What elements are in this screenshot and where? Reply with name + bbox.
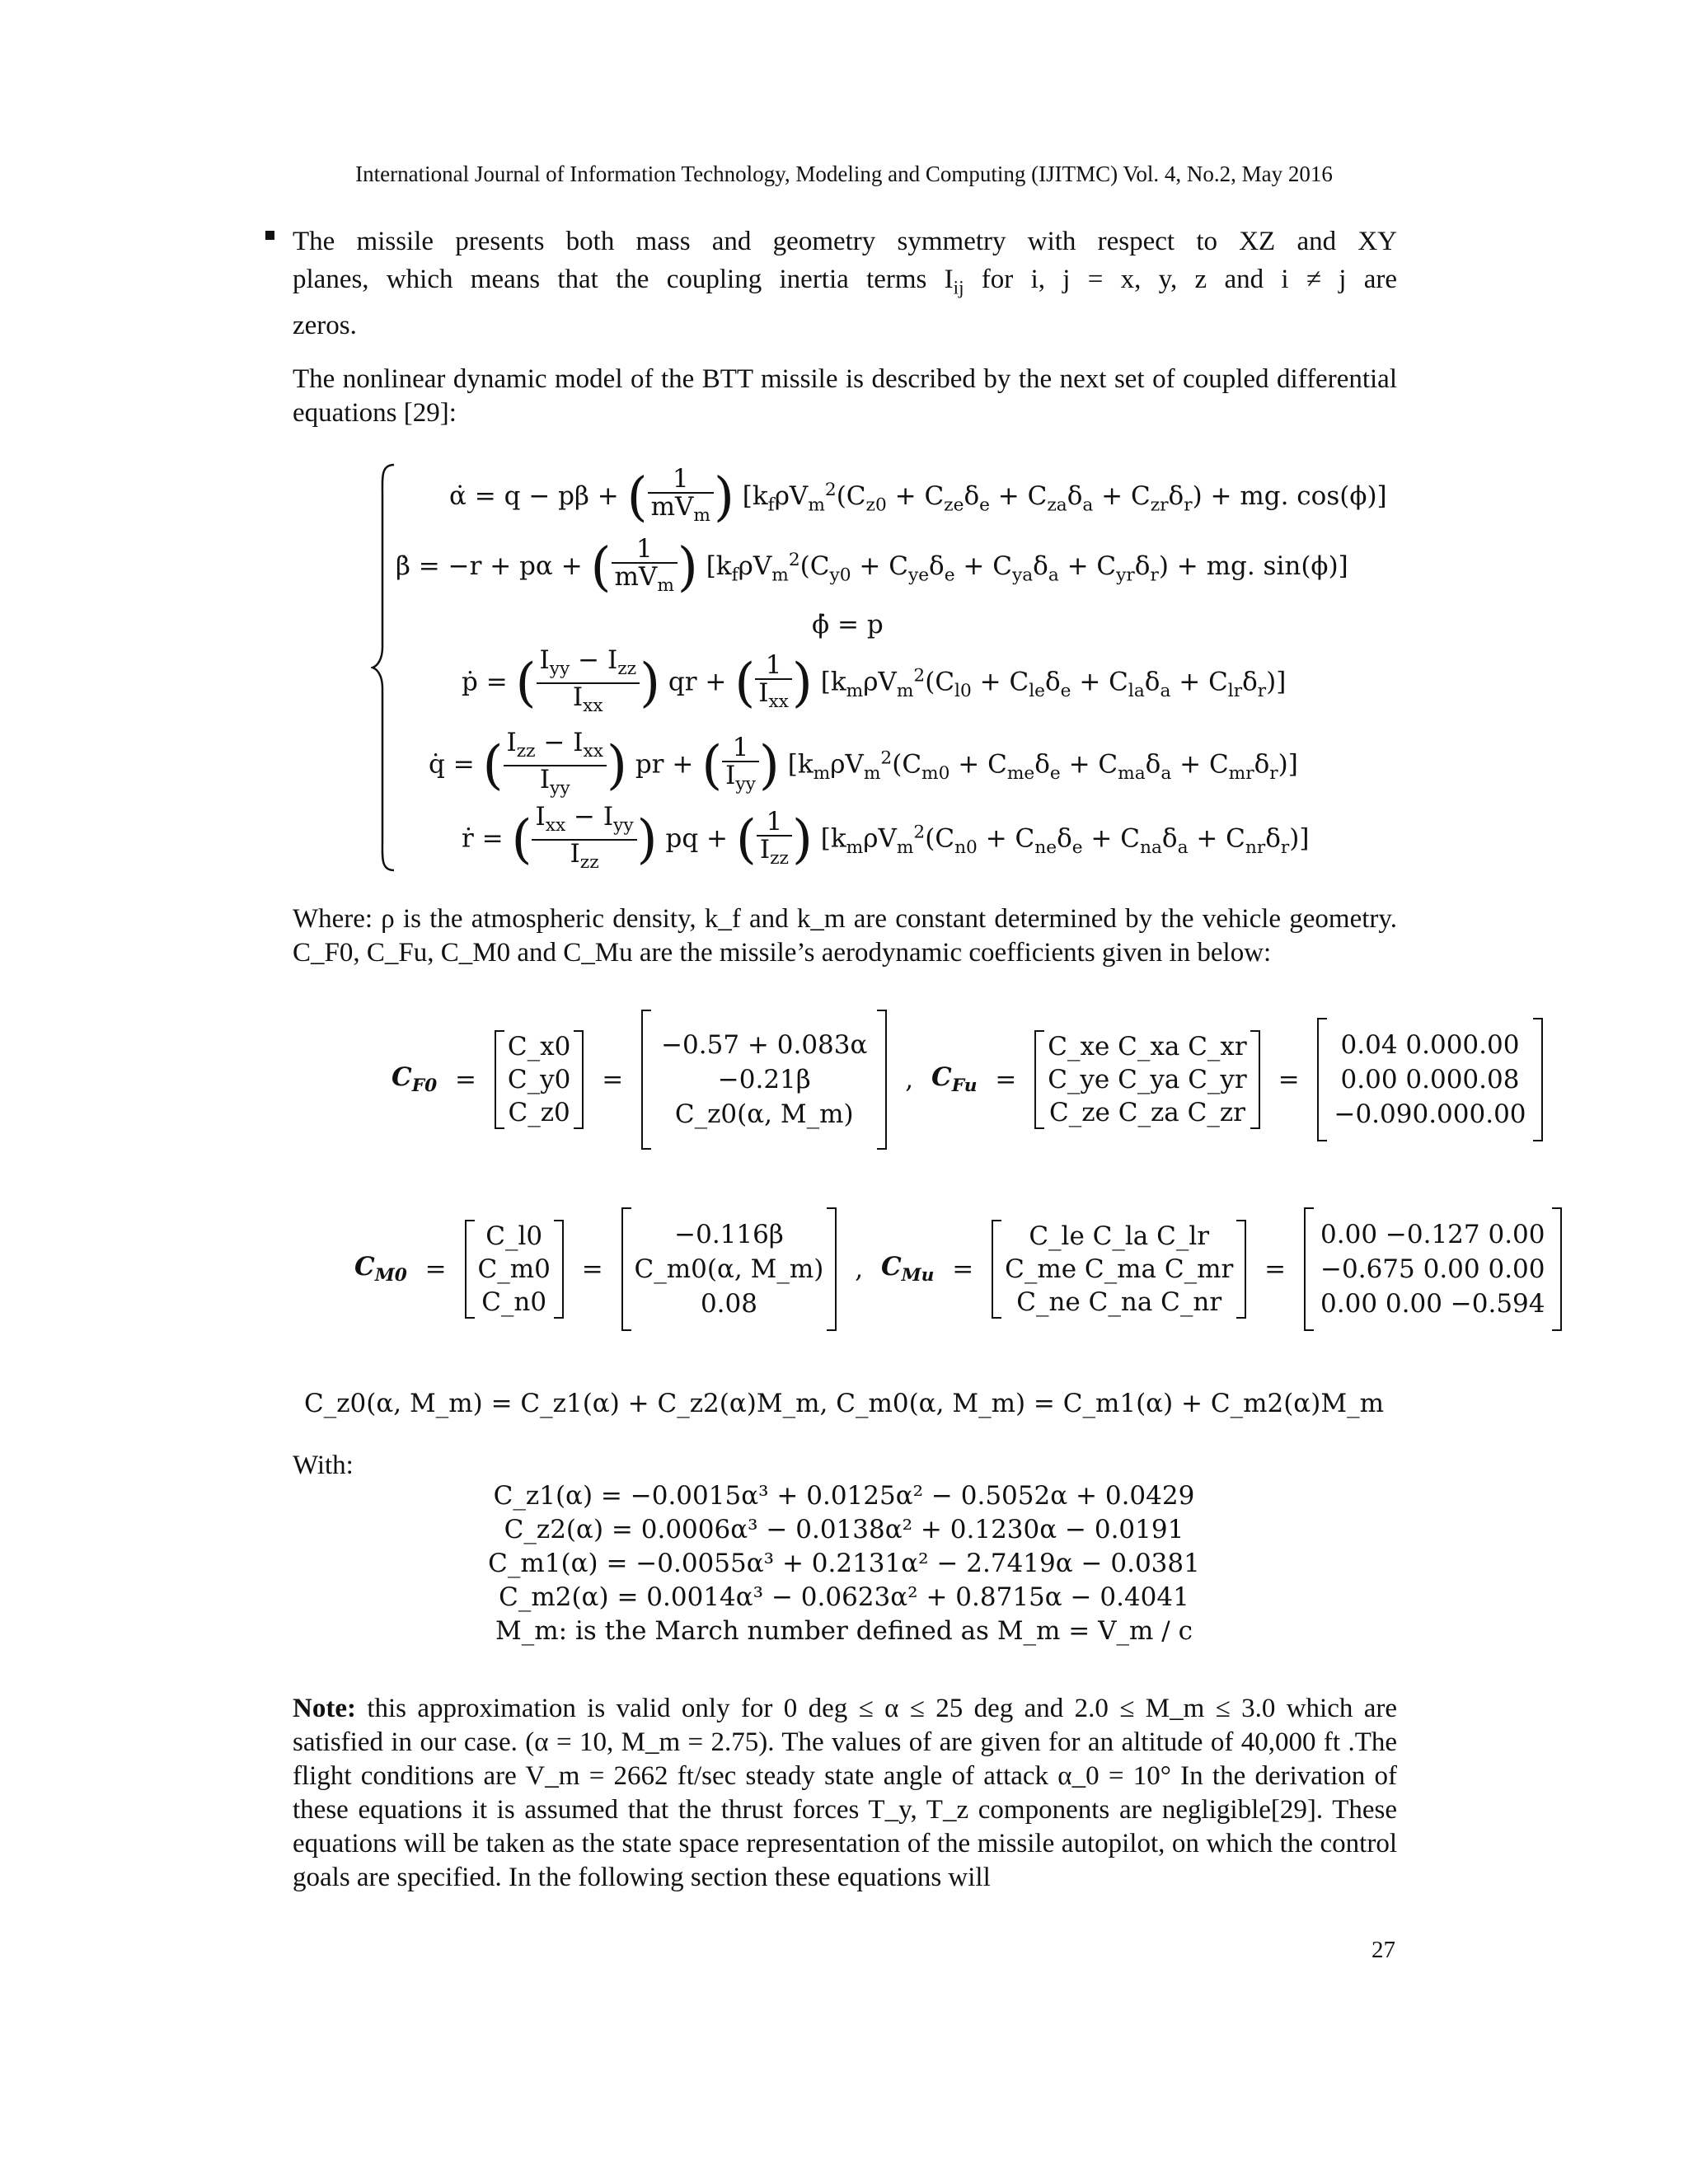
left-brace-icon <box>371 462 396 874</box>
bullet-item <box>293 223 1397 344</box>
cf0-label: $C_{F0}$ <box>392 1062 438 1097</box>
mach-definition: M_m: is the March number defined as M_m = V_m / c <box>495 1616 1193 1646</box>
bullet-square-icon <box>265 231 274 240</box>
cfu-symbol-matrix: C_xe C_xa C_xr C_ye C_ya C_yr C_ze C_za C_zr <box>1034 1030 1260 1129</box>
running-header: International Journal of Information Technology, Modeling and Computing (IJITMC) Vol. 4, No.2, May 2016 <box>355 162 1333 186</box>
page-number: 27 <box>1372 1937 1395 1963</box>
cm0-symbol-matrix: C_l0 C_m0 C_n0 <box>465 1220 564 1319</box>
cfu-value-matrix: 0.04 0.000.00 0.00 0.000.08 −0.090.000.00 <box>1317 1018 1542 1141</box>
cm0-label: $C_{M0}$ <box>354 1252 407 1286</box>
where-paragraph: Where: ρ is the atmospheric density, k_f and k_m are constant determined by the vehicle geometry. C_F0, C_Fu, C_M0 and C_Mu are the missile’s aerodynamic coefficients given in below: <box>293 904 1397 968</box>
poly-cz1: C_z1(α) = −0.0015α³ + 0.0125α² − 0.5052α + 0.0429 <box>493 1481 1195 1511</box>
poly-cm1: C_m1(α) = −0.0055α³ + 0.2131α² − 2.7419α − 0.0381 <box>488 1549 1200 1578</box>
eq-beta-dot: β̇ = −r + pα + ( $\frac{1}{mV_m}$ ) [$k_f\rho V_m^2(C_{y0} + C_{ye}\delta_e + C_{ya}\delta_a + C_{yr}\delta_r)$ + mg. sin(ϕ)] <box>396 534 1348 598</box>
eq-alpha-dot: α̇ = q − pβ + ( $\frac{1}{mV_m}$ ) [$k_f\rho V_m^2(C_{z0} + C_{ze}\delta_e + C_{za}\delta_a + C_{zr}\delta_r)$ + mg. cos(ϕ)] <box>449 464 1387 528</box>
note-text: this approximation is valid only for 0 deg ≤ α ≤ 25 deg and 2.0 ≤ M_m ≤ 3.0 which are satisfied in our case. (α = 10, M_m = 2.75). The values of are given for an altitude of 40,000 ft .The flight conditions are V_m = 2662 ft/sec steady state angle of attack α_0 = 10° In the derivation of these equations it is assumed that the thrust forces T_y, T_z components are negligible[29]. These equations will be taken as the state space representation of the missile autopilot, on which the control goals are specified. In the following section these equations will <box>293 1694 1397 1892</box>
cm0-value-matrix: −0.116β C_m0(α, M_m) 0.08 <box>621 1207 837 1331</box>
bullet-line-1: The missile presents both mass and geometry symmetry with respect to XZ and XY <box>293 227 1397 256</box>
with-label: With: <box>293 1451 354 1480</box>
cf0-symbol-matrix: C_x0 C_y0 C_z0 <box>495 1030 584 1129</box>
eq-q-dot: q̇ = ( $\frac{I_{zz} - I_{xx}}{I_{yy}}$ ) pr + ( $\frac{1}{I_{yy}}$ ) $[k_m\rho V_m^2(C_{m0} + C_{me}\delta_e + C_{ma}\delta_a + C_{mr}\delta_r)]$ <box>429 728 1298 799</box>
cf0-value-matrix: −0.57 + 0.083α −0.21β C_z0(α, M_m) <box>641 1010 887 1150</box>
coefficient-decomposition: C_z0(α, M_m) = C_z1(α) + C_z2(α)M_m, C_m0(α, M_m) = C_m1(α) + C_m2(α)M_m <box>304 1389 1384 1418</box>
cmu-value-matrix: 0.00 −0.127 0.00 −0.675 0.00 0.00 0.00 0.00 −0.594 <box>1304 1207 1561 1331</box>
matrix-row-moment: $C_{M0}$ = C_l0 C_m0 C_n0 = −0.116β C_m0(α, M_m) 0.08 , $C_{Mu}$ = C_le C_la C_lr C_me C_ma C_mr C_ne C_na C_nr = 0.00 −0.127 0.00 −0.675 0.00 0.00 0.00 0.00 −0.594 <box>354 1207 1562 1331</box>
poly-cz2: C_z2(α) = 0.0006α³ − 0.0138α² + 0.1230α − 0.0191 <box>504 1515 1184 1544</box>
cmu-label: $C_{Mu}$ <box>880 1252 935 1286</box>
bullet-line-3: zeros. <box>293 310 357 340</box>
eq-phi-dot: ϕ̇ = p <box>812 610 884 640</box>
note-paragraph <box>293 1692 1397 1895</box>
note-label: Note: <box>293 1694 356 1723</box>
cfu-label: $C_{Fu}$ <box>931 1062 978 1097</box>
intro-paragraph: The nonlinear dynamic model of the BTT missile is described by the next set of coupled differential equations [29]: <box>293 364 1397 428</box>
polynomial-list <box>0 1479 1688 1648</box>
matrix-row-force: $C_{F0}$ = C_x0 C_y0 C_z0 = −0.57 + 0.083α −0.21β C_z0(α, M_m) , $C_{Fu}$ = C_xe C_xa C_xr C_ye C_ya C_yr C_ze C_za C_zr = 0.04 0.000.00 0.00 0.000.08 −0.090.000.00 <box>392 1010 1543 1150</box>
eq-r-dot: ṙ = ( $\frac{I_{xx} - I_{yy}}{I_{zz}}$ ) pq + ( $\frac{1}{I_{zz}}$ ) $[k_m\rho V_m^2(C_{n0} + C_{ne}\delta_e + C_{na}\delta_a + C_{nr}\delta_r)]$ <box>462 802 1310 874</box>
equation-system <box>371 462 1387 874</box>
poly-cm2: C_m2(α) = 0.0014α³ − 0.0623α² + 0.8715α − 0.4041 <box>499 1582 1189 1612</box>
eq-p-dot: ṗ = ( $\frac{I_{yy} - I_{zz}}{I_{xx}}$ ) qr + ( $\frac{1}{I_{xx}}$ ) $[k_m\rho V_m^2(C_{l0} + C_{le}\delta_e + C_{la}\delta_a + C_{lr}\delta_r)]$ <box>462 645 1287 717</box>
cmu-symbol-matrix: C_le C_la C_lr C_me C_ma C_mr C_ne C_na C_nr <box>992 1220 1246 1319</box>
bullet-line-2: planes, which means that the coupling inertia terms $I_{ij}$ for i, j = x, y, z and i ≠ j are <box>293 265 1397 298</box>
